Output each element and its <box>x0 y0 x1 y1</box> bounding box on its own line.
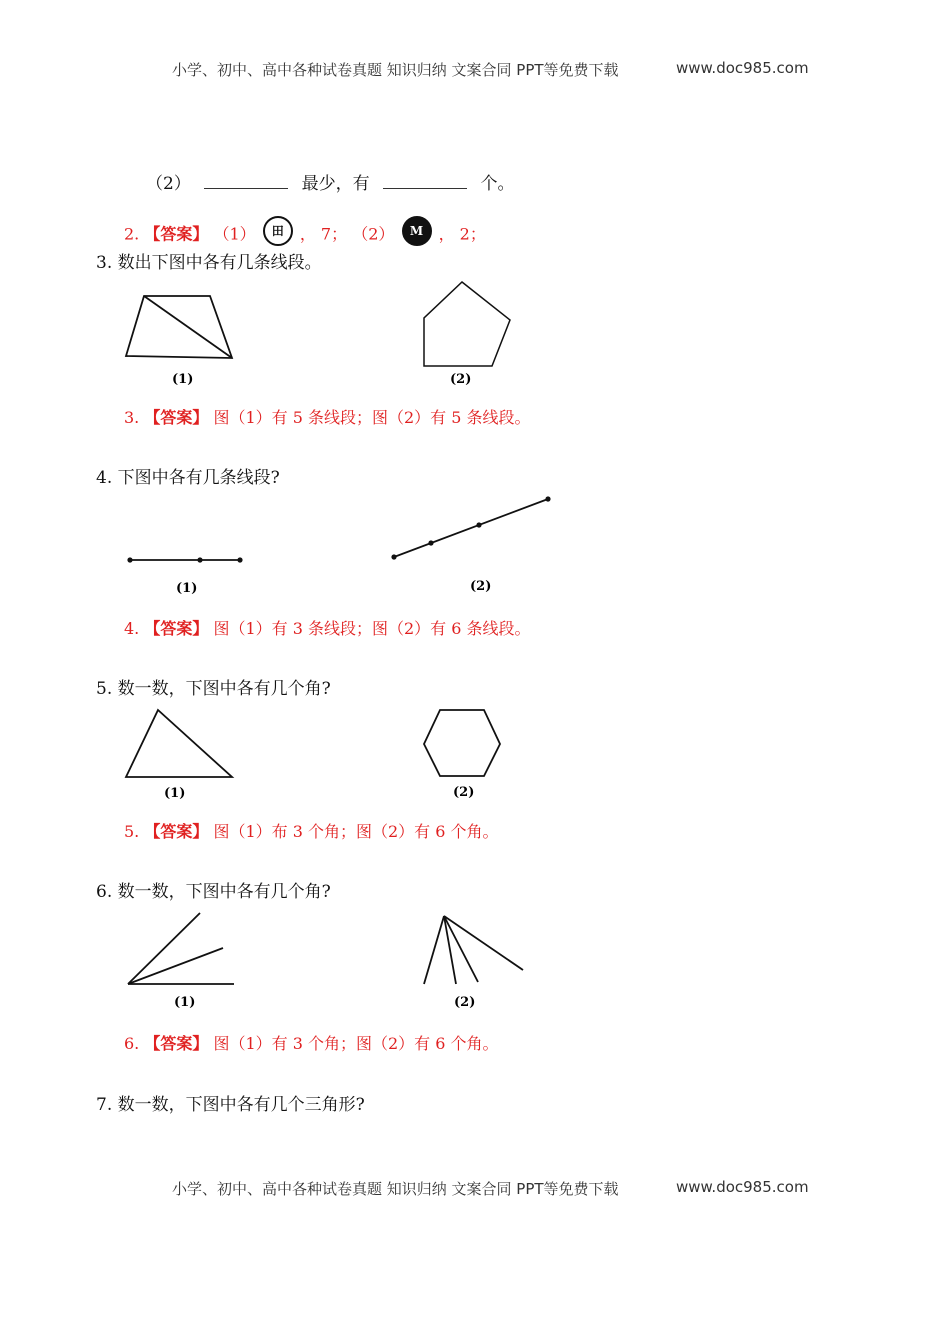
answer-3 <box>124 405 531 428</box>
header-site-link[interactable]: www.doc985.com <box>676 59 809 77</box>
answer-4-tag: 【答案】 <box>144 619 209 638</box>
q4-figure-2-segment <box>388 492 558 596</box>
answer-2 <box>124 220 486 250</box>
q6-caption-2: (2) <box>454 995 476 1010</box>
answer-5-text: 图（1）布 3 个角；图（2）有 6 个角。 <box>213 822 499 841</box>
m-triangle-figure-icon: M <box>402 216 432 246</box>
answer-5-tag: 【答案】 <box>144 822 209 841</box>
question-7: 7. 数一数，下图中各有几个三角形? <box>96 1095 365 1115</box>
q3-figure-2-pentagon <box>418 280 518 390</box>
q3-caption-2: (2) <box>450 372 472 387</box>
answer-6 <box>124 1031 499 1054</box>
answer-3-number: 3. <box>124 408 140 427</box>
answer-2-number: 2. <box>124 224 140 244</box>
footer-left-text: 小学、初中、高中各种试卷真题 知识归纳 文案合同 PPT等免费下载 <box>172 1180 619 1198</box>
question-4: 4. 下图中各有几条线段? <box>96 468 280 488</box>
question-5: 5. 数一数，下图中各有几个角? <box>96 679 331 699</box>
answer-3-text: 图（1）有 5 条线段；图（2）有 5 条线段。 <box>213 408 531 427</box>
question-6: 6. 数一数，下图中各有几个角? <box>96 882 331 902</box>
q5-caption-2: (2) <box>453 785 475 800</box>
q4-caption-2: (2) <box>470 579 492 594</box>
answer-3-tag: 【答案】 <box>144 408 209 427</box>
answer-6-text: 图（1）有 3 个角；图（2）有 6 个角。 <box>213 1034 499 1053</box>
answer-5 <box>124 819 499 842</box>
q2-suffix: 个。 <box>480 174 515 194</box>
header-left-text: 小学、初中、高中各种试卷真题 知识归纳 文案合同 PPT等免费下载 <box>172 61 619 79</box>
answer-2-part2-label: （2） <box>352 224 395 244</box>
answer-6-tag: 【答案】 <box>144 1034 209 1053</box>
answer-5-number: 5. <box>124 822 140 841</box>
footer-site-link[interactable]: www.doc985.com <box>676 1178 809 1196</box>
q2-mid: 最少，有 <box>301 174 370 194</box>
question-2-part-2 <box>146 169 514 194</box>
answer-2-tag: 【答案】 <box>144 224 209 244</box>
boxed-field-figure-icon: 田 <box>263 216 293 246</box>
answer-4 <box>124 616 531 639</box>
answer-4-number: 4. <box>124 619 140 638</box>
q5-figure-2-hexagon <box>420 706 510 802</box>
answer-blank-1 <box>204 174 288 189</box>
q3-caption-1: (1) <box>172 372 194 387</box>
question-3: 3. 数出下图中各有几条线段。 <box>96 253 322 273</box>
q5-figure-1-triangle <box>122 706 242 806</box>
q6-caption-1: (1) <box>174 995 196 1010</box>
q6-figure-2-angles <box>420 912 530 1010</box>
q4-caption-1: (1) <box>176 581 198 596</box>
q5-caption-1: (1) <box>164 786 186 801</box>
q6-figure-1-angles <box>124 908 244 1010</box>
q3-figure-1-trapezoid <box>120 292 240 392</box>
answer-blank-2 <box>383 174 467 189</box>
q2-prefix: （2） <box>146 174 191 194</box>
answer-4-text: 图（1）有 3 条线段；图（2）有 6 条线段。 <box>213 619 531 638</box>
answer-2-value-2: ， 2； <box>438 224 486 244</box>
answer-2-part1-label: （1） <box>213 224 256 244</box>
answer-6-number: 6. <box>124 1034 140 1053</box>
answer-2-value-1: ， 7； <box>299 224 348 244</box>
q4-figure-1-segment <box>124 548 254 598</box>
